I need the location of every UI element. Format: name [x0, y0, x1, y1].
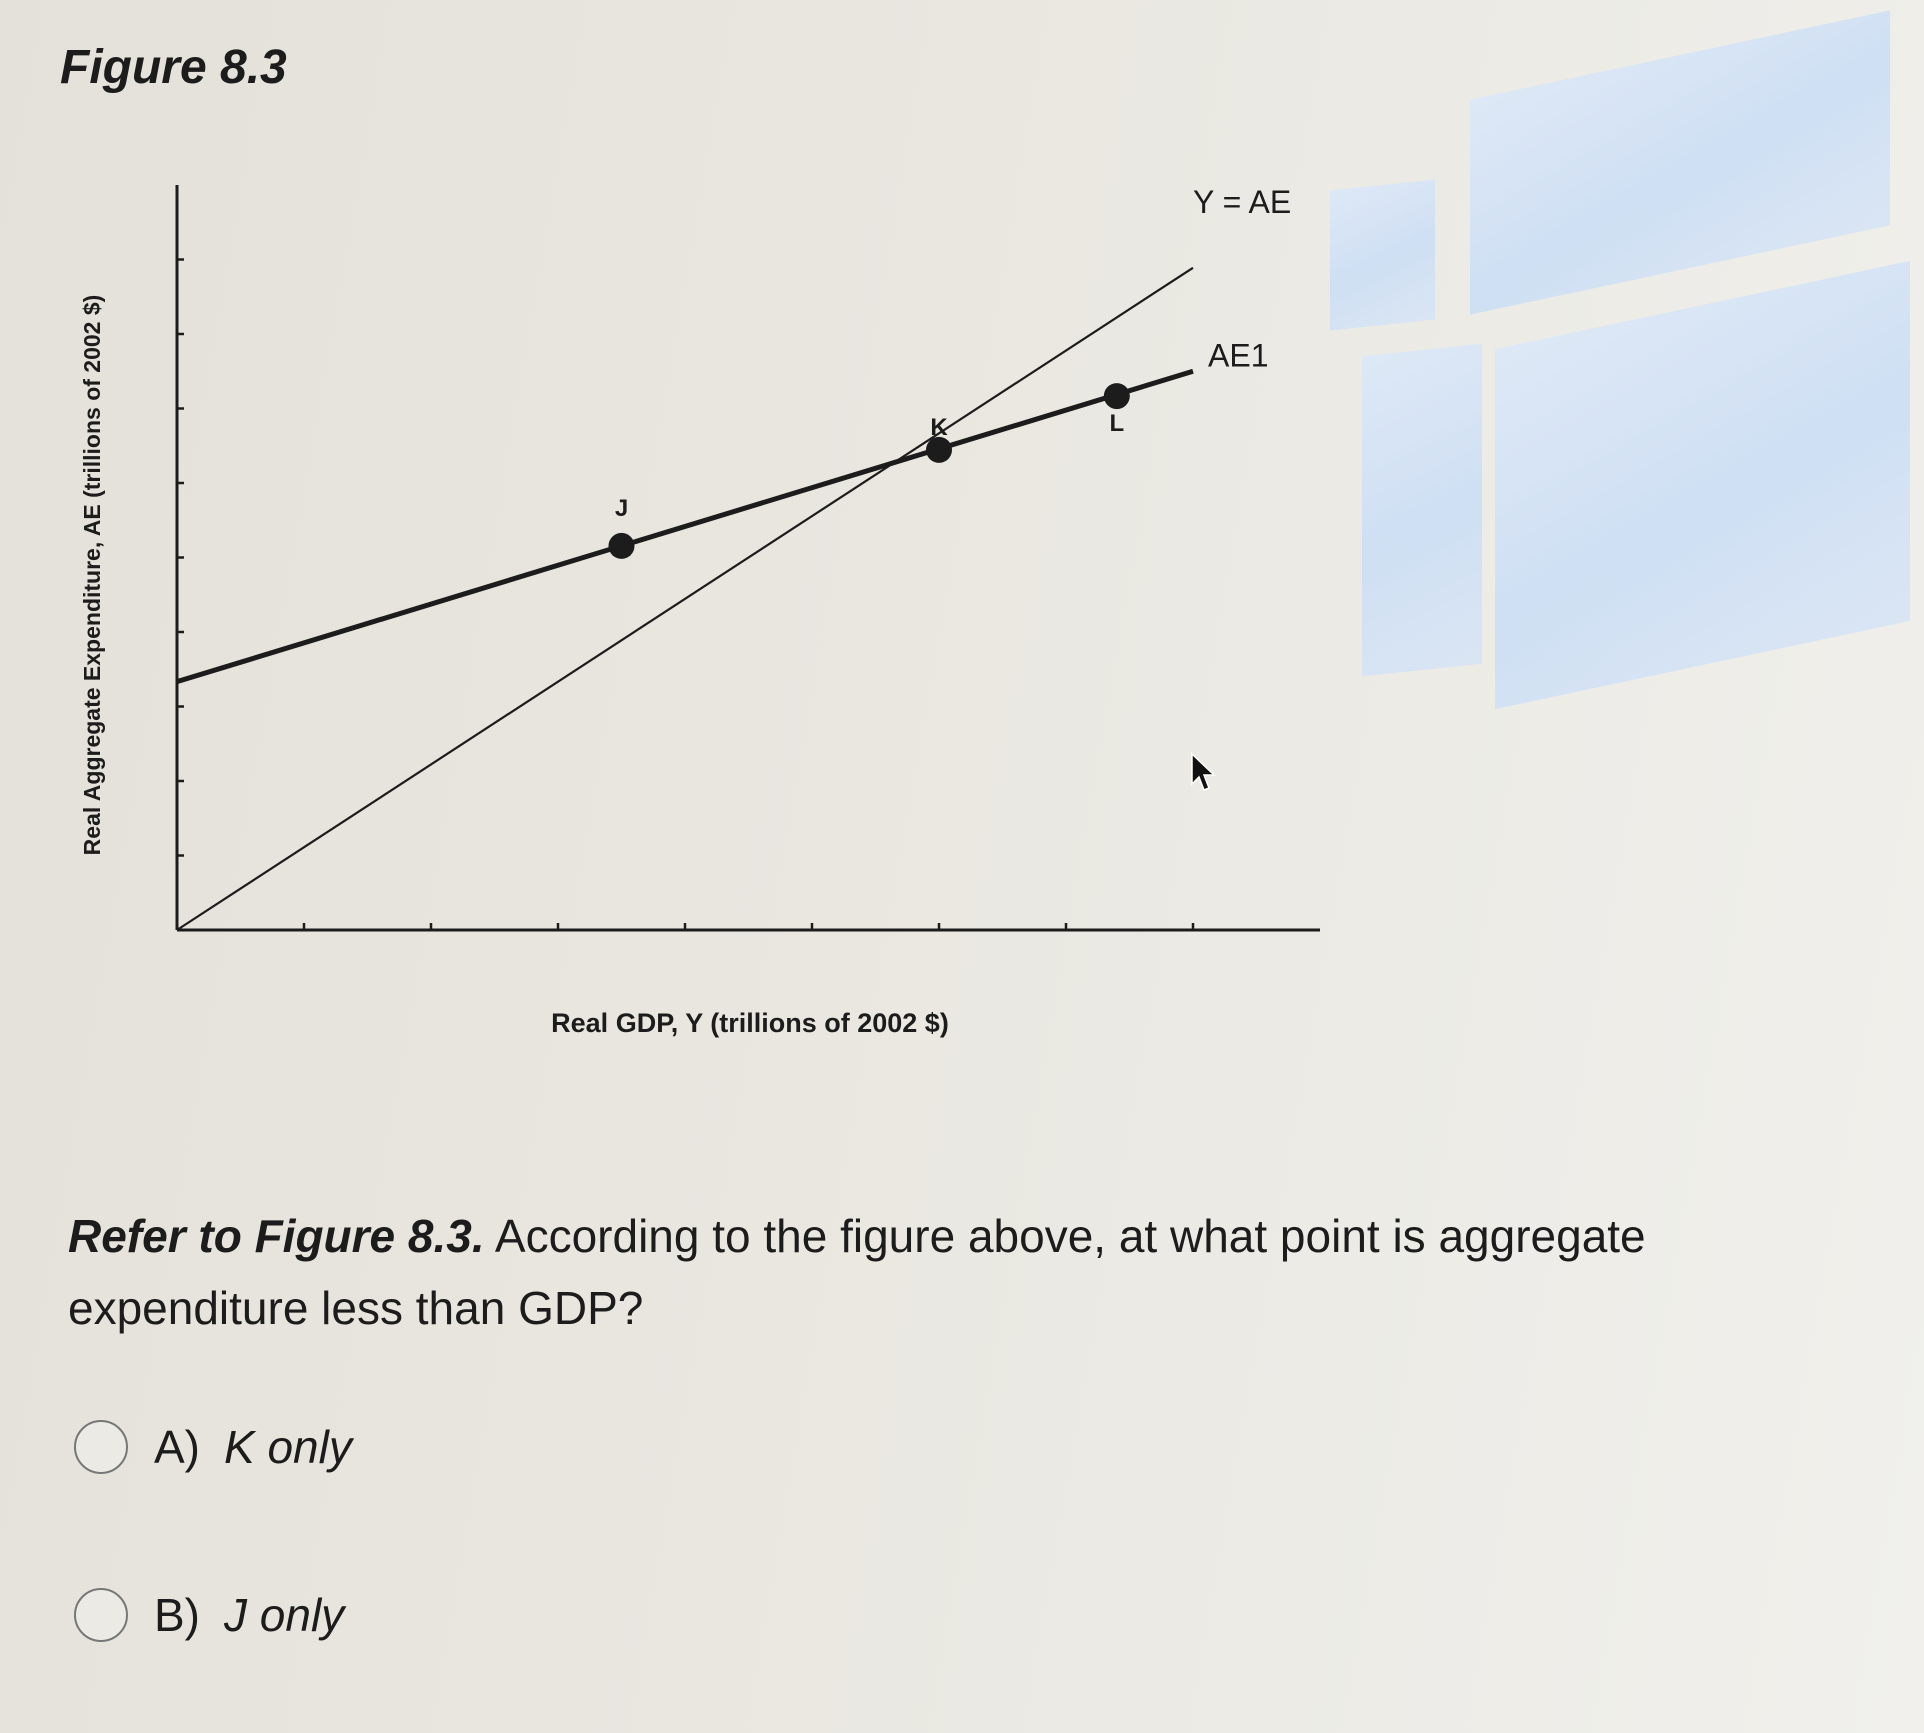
y-axis-label: Real Aggregate Expenditure, AE (trillions of 2002 $): [79, 294, 105, 856]
option-b[interactable]: [74, 1580, 344, 1650]
option-a-answer: K only: [224, 1421, 352, 1473]
option-b-answer: J only: [224, 1589, 345, 1641]
radio-button-b[interactable]: [74, 1588, 128, 1642]
question-text: [68, 1200, 1688, 1344]
data-point-label: J: [614, 494, 629, 522]
question-figure-reference: Refer to Figure 8.3.: [68, 1210, 485, 1262]
data-point-label: L: [1109, 410, 1125, 438]
mouse-pointer-icon: [1190, 752, 1220, 796]
data-point-label: K: [930, 413, 948, 441]
option-a-letter: A): [154, 1421, 200, 1473]
option-b-letter: B): [154, 1589, 200, 1641]
series-label: AE1: [1208, 337, 1269, 374]
figure-title: Figure 8.3: [60, 41, 287, 94]
option-a[interactable]: [74, 1412, 352, 1482]
chart-lines: [177, 184, 1291, 930]
data-point: [1104, 383, 1130, 409]
data-point: [609, 533, 635, 559]
series-label: Y = AE: [1193, 183, 1292, 220]
series-line: [177, 371, 1193, 681]
radio-button-a[interactable]: [74, 1420, 128, 1474]
x-axis-label: Real GDP, Y (trillions of 2002 $): [551, 1008, 949, 1038]
series-line: [177, 268, 1193, 930]
question-body: According to the figure above, at what point is aggregate expenditure less than GDP?: [68, 1210, 1646, 1334]
